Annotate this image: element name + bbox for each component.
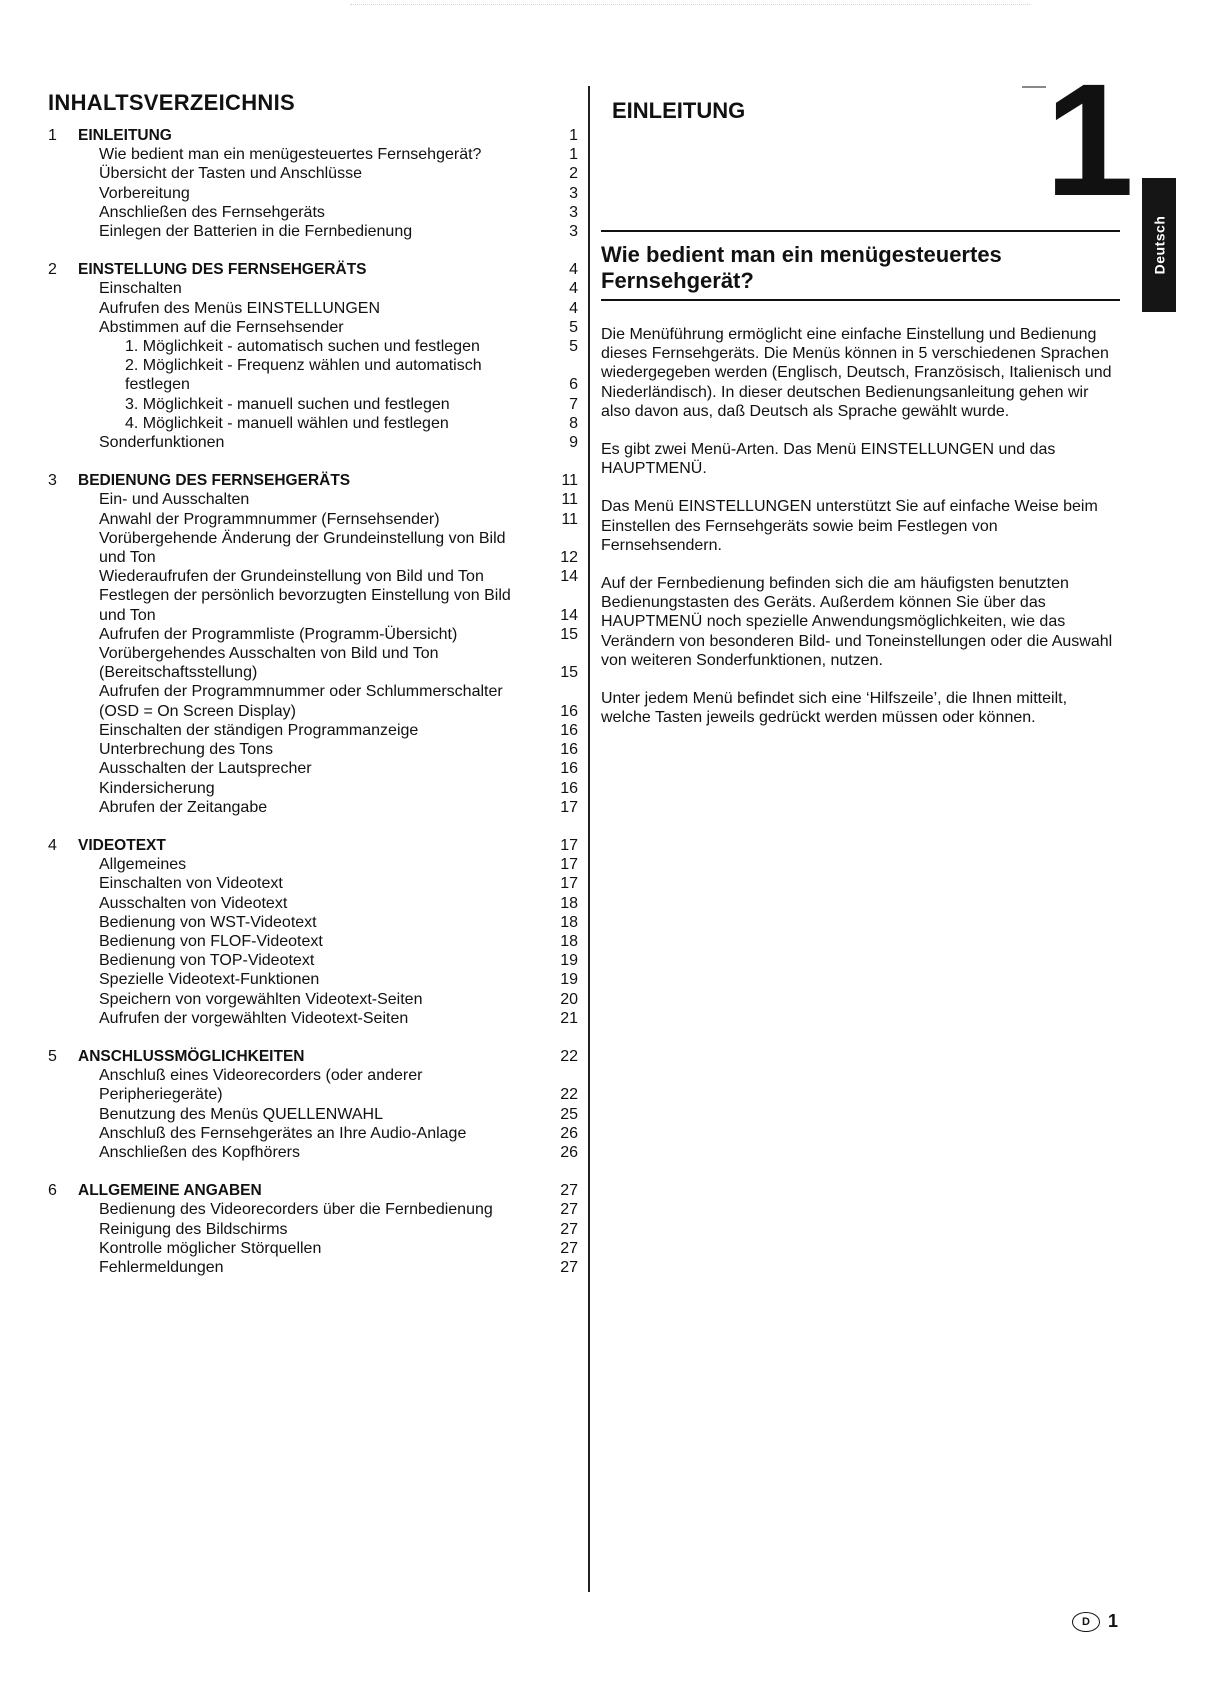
toc-entry bbox=[48, 779, 578, 798]
toc-section-heading bbox=[48, 260, 578, 279]
toc-page-number: 21 bbox=[560, 1009, 578, 1027]
toc-entry bbox=[48, 1066, 578, 1104]
toc-page-number: 26 bbox=[560, 1143, 578, 1161]
toc-entry bbox=[48, 184, 578, 203]
paragraph: Unter jedem Menü befindet sich eine ‘Hilfszeile’, die Ihnen mitteilt, welche Tasten jeweils gedrückt werden müssen oder können. bbox=[601, 690, 1068, 727]
toc-section bbox=[48, 126, 578, 241]
toc-entry-text: Einschalten bbox=[99, 280, 182, 298]
toc-entry-text: 4. Möglichkeit - manuell wählen und festlegen bbox=[125, 414, 449, 432]
toc-page-number: 6 bbox=[569, 376, 578, 394]
toc-page-number: 4 bbox=[569, 261, 578, 279]
table-of-contents bbox=[48, 90, 578, 1296]
toc-page-number: 27 bbox=[560, 1258, 578, 1276]
toc-entry-text: 2. Möglichkeit - Frequenz wählen und automatisch festlegen bbox=[125, 357, 482, 394]
toc-entry bbox=[48, 529, 578, 567]
toc-entry bbox=[48, 279, 578, 298]
toc-page-number: 14 bbox=[560, 568, 578, 586]
toc-page-number: 7 bbox=[569, 395, 578, 413]
toc-entry-text: 3. Möglichkeit - manuell suchen und festlegen bbox=[125, 395, 450, 413]
toc-entry-text: Kindersicherung bbox=[99, 779, 215, 797]
toc-entry bbox=[48, 798, 578, 817]
toc-entry-text: Kontrolle möglicher Störquellen bbox=[99, 1239, 322, 1257]
toc-page-number: 27 bbox=[560, 1201, 578, 1219]
chapter-header bbox=[601, 86, 1121, 124]
toc-page-number: 16 bbox=[560, 702, 578, 720]
toc-entry-text: Aufrufen der Programmnummer oder Schlummerschalter (OSD = On Screen Display) bbox=[99, 683, 503, 720]
toc-page-number: 8 bbox=[569, 414, 578, 432]
toc-entry-text: Anschluß des Fernsehgerätes an Ihre Audio-Anlage bbox=[99, 1124, 467, 1142]
toc-entry-text: Bedienung des Videorecorders über die Fernbedienung bbox=[99, 1201, 493, 1219]
toc-entry bbox=[48, 299, 578, 318]
toc-page-number: 18 bbox=[560, 932, 578, 950]
section-rule-top bbox=[601, 230, 1120, 232]
toc-entry bbox=[48, 318, 578, 337]
toc-page-number: 12 bbox=[560, 549, 578, 567]
toc-page-number: 2 bbox=[569, 165, 578, 183]
toc-page-number: 27 bbox=[560, 1239, 578, 1257]
toc-entry-text: Fehlermeldungen bbox=[99, 1258, 224, 1276]
toc-page-number: 20 bbox=[560, 990, 578, 1008]
toc-entry bbox=[48, 164, 578, 183]
page-footer bbox=[1072, 1611, 1118, 1632]
toc-entry bbox=[48, 913, 578, 932]
toc-section-number: 1 bbox=[48, 127, 57, 144]
toc-entry-text: Vorübergehendes Ausschalten von Bild und Ton (Bereitschaftsstellung) bbox=[99, 645, 439, 682]
toc-entry bbox=[48, 203, 578, 222]
toc-section bbox=[48, 471, 578, 817]
toc-entry bbox=[48, 1258, 578, 1277]
toc-page-number: 19 bbox=[560, 952, 578, 970]
toc-section-heading bbox=[48, 1181, 578, 1200]
toc-entry bbox=[48, 510, 578, 529]
toc-entry bbox=[48, 990, 578, 1009]
chapter-heading: EINLEITUNG bbox=[612, 98, 746, 123]
toc-page-number: 16 bbox=[560, 741, 578, 759]
language-code-badge: D bbox=[1072, 1612, 1100, 1632]
toc-page-number: 27 bbox=[560, 1182, 578, 1200]
column-divider bbox=[588, 86, 590, 1592]
toc-entry bbox=[48, 1143, 578, 1162]
toc-entry bbox=[48, 567, 578, 586]
toc-entry-text: Aufrufen der Programmliste (Programm-Übersicht) bbox=[99, 625, 458, 643]
toc-entry-text: Speichern von vorgewählten Videotext-Seiten bbox=[99, 990, 423, 1008]
toc-entry-text: Bedienung von TOP-Videotext bbox=[99, 952, 315, 970]
toc-entry-text: Unterbrechung des Tons bbox=[99, 741, 274, 759]
toc-page-number: 22 bbox=[560, 1047, 578, 1065]
toc-page-number: 18 bbox=[560, 913, 578, 931]
toc-entry-text: Reinigung des Bildschirms bbox=[99, 1220, 288, 1238]
toc-page-number: 3 bbox=[569, 184, 578, 202]
paragraph: Die Menüführung ermöglicht eine einfache Einstellung und Bedienung dieses Fernsehgeräts. Die Menüs können in 5 verschiedenen Sprachen wiedergegeben werden (Englisch, Deutsch, Französisch, Italienisch und Niederländisch). In dieser deutschen Bedienungsanleitung gehen wir also davon aus, daß Deutsch als Sprache gewählt wurde. bbox=[601, 326, 1112, 420]
toc-entry-text: Ausschalten der Lautsprecher bbox=[99, 760, 312, 778]
toc-entry-text: Bedienung von WST-Videotext bbox=[99, 913, 317, 931]
toc-entry-text: Bedienung von FLOF-Videotext bbox=[99, 932, 323, 950]
toc-page-number: 11 bbox=[561, 491, 578, 509]
toc-page-number: 4 bbox=[569, 299, 578, 317]
toc-entry bbox=[48, 490, 578, 509]
toc-page-number: 3 bbox=[569, 203, 578, 221]
toc-section bbox=[48, 1181, 578, 1277]
toc-section-title: ANSCHLUSSMÖGLICHKEITEN bbox=[78, 1047, 305, 1065]
toc-entry bbox=[48, 894, 578, 913]
toc-section-title: ALLGEMEINE ANGABEN bbox=[78, 1182, 262, 1200]
toc-page-number: 19 bbox=[560, 971, 578, 989]
toc-entry bbox=[48, 1124, 578, 1143]
toc-section-number: 5 bbox=[48, 1047, 57, 1065]
chapter-number: 1 bbox=[1045, 50, 1130, 229]
toc-entry bbox=[48, 337, 578, 356]
toc-section bbox=[48, 1047, 578, 1162]
toc-section-number: 6 bbox=[48, 1182, 57, 1200]
paragraph: Auf der Fernbedienung befinden sich die am häufigsten benutzten Bedienungstasten des Geräts. Außerdem können Sie über das HAUPTMENÜ noch spezielle Anwendungsmöglichkeiten, wie das Verändern von besonderen Bild- und Toneinstellungen oder die Auswahl von weiteren Sonderfunktionen, nutzen. bbox=[601, 575, 1113, 669]
toc-section-heading bbox=[48, 836, 578, 855]
toc-entry-text: Benutzung des Menüs QUELLENWAHL bbox=[99, 1105, 383, 1123]
toc-entry bbox=[48, 356, 578, 394]
toc-title: INHALTSVERZEICHNIS bbox=[48, 90, 296, 115]
toc-page-number: 1 bbox=[569, 127, 578, 144]
toc-entry-text: Anschließen des Kopfhörers bbox=[99, 1143, 300, 1161]
toc-page-number: 16 bbox=[560, 779, 578, 797]
toc-entry bbox=[48, 759, 578, 778]
toc-page-number: 17 bbox=[560, 856, 578, 874]
toc-entry bbox=[48, 586, 578, 624]
toc-entry bbox=[48, 740, 578, 759]
toc-entry-text: Wie bedient man ein menügesteuertes Fernsehgerät? bbox=[99, 146, 482, 164]
toc-section-title: VIDEOTEXT bbox=[78, 836, 166, 854]
toc-entry-text: Spezielle Videotext-Funktionen bbox=[99, 971, 320, 989]
toc-entry bbox=[48, 874, 578, 893]
toc-section-title: BEDIENUNG DES FERNSEHGERÄTS bbox=[78, 472, 351, 490]
toc-entry-text: Ausschalten von Videotext bbox=[99, 894, 288, 912]
toc-entry bbox=[48, 625, 578, 644]
toc-page-number: 18 bbox=[560, 894, 578, 912]
toc-entry-text: Festlegen der persönlich bevorzugten Einstellung von Bild und Ton bbox=[99, 587, 511, 624]
toc-entry bbox=[48, 721, 578, 740]
toc-entry bbox=[48, 1200, 578, 1219]
toc-entry-text: Anwahl der Programmnummer (Fernsehsender) bbox=[99, 510, 440, 528]
toc-entry-text: Aufrufen der vorgewählten Videotext-Seiten bbox=[99, 1009, 409, 1027]
toc-entry-text: Einlegen der Batterien in die Fernbedienung bbox=[99, 223, 413, 241]
toc-entry-text: Anschließen des Fernsehgeräts bbox=[99, 203, 325, 221]
toc-page-number: 5 bbox=[569, 338, 578, 356]
toc-page-number: 9 bbox=[569, 434, 578, 452]
toc-entry bbox=[48, 145, 578, 164]
scan-marks bbox=[350, 4, 1030, 13]
toc-entry-text: Übersicht der Tasten und Anschlüsse bbox=[99, 165, 362, 183]
toc-entry bbox=[48, 433, 578, 452]
toc-entry bbox=[48, 395, 578, 414]
toc-section-title: EINSTELLUNG DES FERNSEHGERÄTS bbox=[78, 261, 367, 279]
toc-entry bbox=[48, 855, 578, 874]
toc-entry-text: Wiederaufrufen der Grundeinstellung von Bild und Ton bbox=[99, 568, 484, 586]
toc-section-number: 3 bbox=[48, 472, 57, 490]
toc-entry-text: Anschluß eines Videorecorders (oder anderer Peripheriegeräte) bbox=[99, 1067, 423, 1104]
toc-page-number: 3 bbox=[569, 223, 578, 241]
toc-entry bbox=[48, 1239, 578, 1258]
toc-entry bbox=[48, 932, 578, 951]
toc-section-heading bbox=[48, 126, 578, 145]
toc-page-number: 26 bbox=[560, 1124, 578, 1142]
toc-page-number: 15 bbox=[560, 664, 578, 682]
toc-page-number: 16 bbox=[560, 760, 578, 778]
toc-entry-text: Sonderfunktionen bbox=[99, 434, 225, 452]
toc-entry bbox=[48, 644, 578, 682]
toc-entry bbox=[48, 682, 578, 720]
toc-entry-text: Abstimmen auf die Fernsehsender bbox=[99, 318, 344, 336]
toc-page-number: 1 bbox=[569, 146, 578, 164]
toc-section bbox=[48, 836, 578, 1028]
toc-section-heading bbox=[48, 471, 578, 490]
toc-page-number: 14 bbox=[560, 606, 578, 624]
toc-entry-text: Vorbereitung bbox=[99, 184, 190, 202]
section-heading: Wie bedient man ein menügesteuertes Fernsehgerät? bbox=[601, 242, 1002, 293]
toc-page-number: 17 bbox=[560, 836, 578, 854]
toc-entry-text: Allgemeines bbox=[99, 856, 187, 874]
toc-entry-text: 1. Möglichkeit - automatisch suchen und festlegen bbox=[125, 338, 480, 356]
toc-page-number: 16 bbox=[560, 721, 578, 739]
toc-page-number: 17 bbox=[560, 798, 578, 816]
page-number: 1 bbox=[1108, 1611, 1119, 1631]
toc-page-number: 11 bbox=[561, 472, 578, 490]
paragraph: Es gibt zwei Menü-Arten. Das Menü EINSTELLUNGEN und das HAUPTMENÜ. bbox=[601, 441, 1056, 478]
toc-section-number: 4 bbox=[48, 836, 57, 854]
toc-page-number: 4 bbox=[569, 280, 578, 298]
toc-entry bbox=[48, 222, 578, 241]
toc-page-number: 27 bbox=[560, 1220, 578, 1238]
section-rule-bottom bbox=[601, 299, 1120, 301]
toc-section-number: 2 bbox=[48, 261, 57, 279]
toc-entry bbox=[48, 1009, 578, 1028]
toc-entry-text: Aufrufen des Menüs EINSTELLUNGEN bbox=[99, 299, 381, 317]
toc-section-heading bbox=[48, 1047, 578, 1066]
toc-entry bbox=[48, 1105, 578, 1124]
toc-entry-text: Einschalten von Videotext bbox=[99, 875, 283, 893]
toc-page-number: 11 bbox=[561, 510, 578, 528]
toc-section bbox=[48, 260, 578, 452]
toc-page-number: 22 bbox=[560, 1086, 578, 1104]
toc-entry-text: Ein- und Ausschalten bbox=[99, 491, 250, 509]
toc-entry bbox=[48, 951, 578, 970]
toc-page-number: 25 bbox=[560, 1105, 578, 1123]
toc-page-number: 17 bbox=[560, 875, 578, 893]
paragraph: Das Menü EINSTELLUNGEN unterstützt Sie auf einfache Weise beim Einstellen des Fernsehgeräts sowie beim Festlegen von Fernsehsendern. bbox=[601, 498, 1098, 554]
toc-entry-text: Abrufen der Zeitangabe bbox=[99, 798, 268, 816]
toc-entry bbox=[48, 1220, 578, 1239]
language-tab bbox=[1142, 178, 1176, 312]
section-body bbox=[601, 325, 1121, 746]
toc-entry-text: Einschalten der ständigen Programmanzeige bbox=[99, 721, 419, 739]
toc-entry bbox=[48, 970, 578, 989]
toc-entry-text: Vorübergehende Änderung der Grundeinstellung von Bild und Ton bbox=[99, 529, 506, 567]
toc-sections bbox=[48, 126, 578, 1277]
toc-section-title: EINLEITUNG bbox=[78, 127, 172, 144]
toc-page-number: 5 bbox=[569, 318, 578, 336]
toc-entry bbox=[48, 414, 578, 433]
language-tab-label: Deutsch bbox=[1151, 215, 1168, 275]
chapter-top-rule bbox=[1022, 86, 1046, 88]
toc-page-number: 15 bbox=[560, 625, 578, 643]
